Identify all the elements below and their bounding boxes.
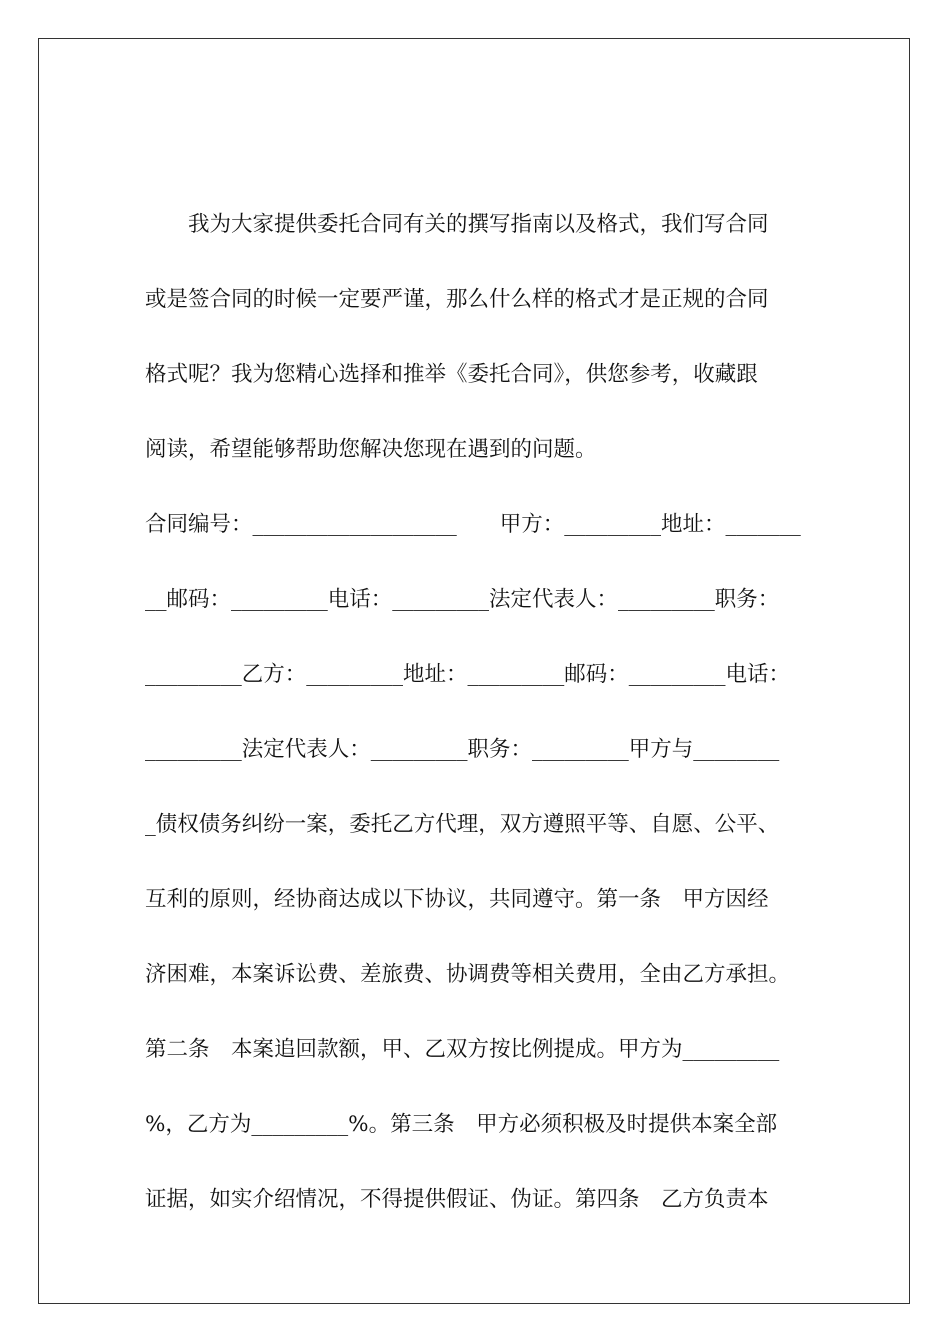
document-body xyxy=(145,201,805,1251)
text-line: 阅读，希望能够帮助您解决您现在遇到的问题。 xyxy=(145,437,597,462)
text-line: 济困难，本案诉讼费、差旅费、协调费等相关费用，全由乙方承担。 xyxy=(145,962,791,987)
text-line: 格式呢？我为您精心选择和推举《委托合同》，供您参考，收藏跟 xyxy=(145,362,758,387)
text-line: 第二条 本案追回款额，甲、乙双方按比例提成。甲方为_________ xyxy=(145,1037,780,1062)
text-line: _债权债务纠纷一案，委托乙方代理，双方遵照平等、自愿、公平、 xyxy=(145,812,780,837)
text-line: %，乙方为_________%。第三条 甲方必须积极及时提供本案全部 xyxy=(145,1112,778,1137)
text-line: 互利的原则，经协商达成以下协议，共同遵守。第一条 甲方因经 xyxy=(145,887,769,912)
text-line: _________法定代表人：_________职务：_________甲方与________ xyxy=(145,737,780,762)
text-line: 证据，如实介绍情况，不得提供假证、伪证。第四条 乙方负责本 xyxy=(145,1187,769,1212)
text-line: 合同编号：___________________ 甲方：_________地址：_______ xyxy=(145,512,801,537)
text-line: 我为大家提供委托合同有关的撰写指南以及格式，我们写合同 xyxy=(145,212,769,237)
text-line: 或是签合同的时候一定要严谨，那么什么样的格式才是正规的合同 xyxy=(145,287,769,312)
text-line: _________乙方：_________地址：_________邮码：_________电话： xyxy=(145,662,791,687)
text-line: __邮码：_________电话：_________法定代表人：_________职务： xyxy=(145,587,780,612)
